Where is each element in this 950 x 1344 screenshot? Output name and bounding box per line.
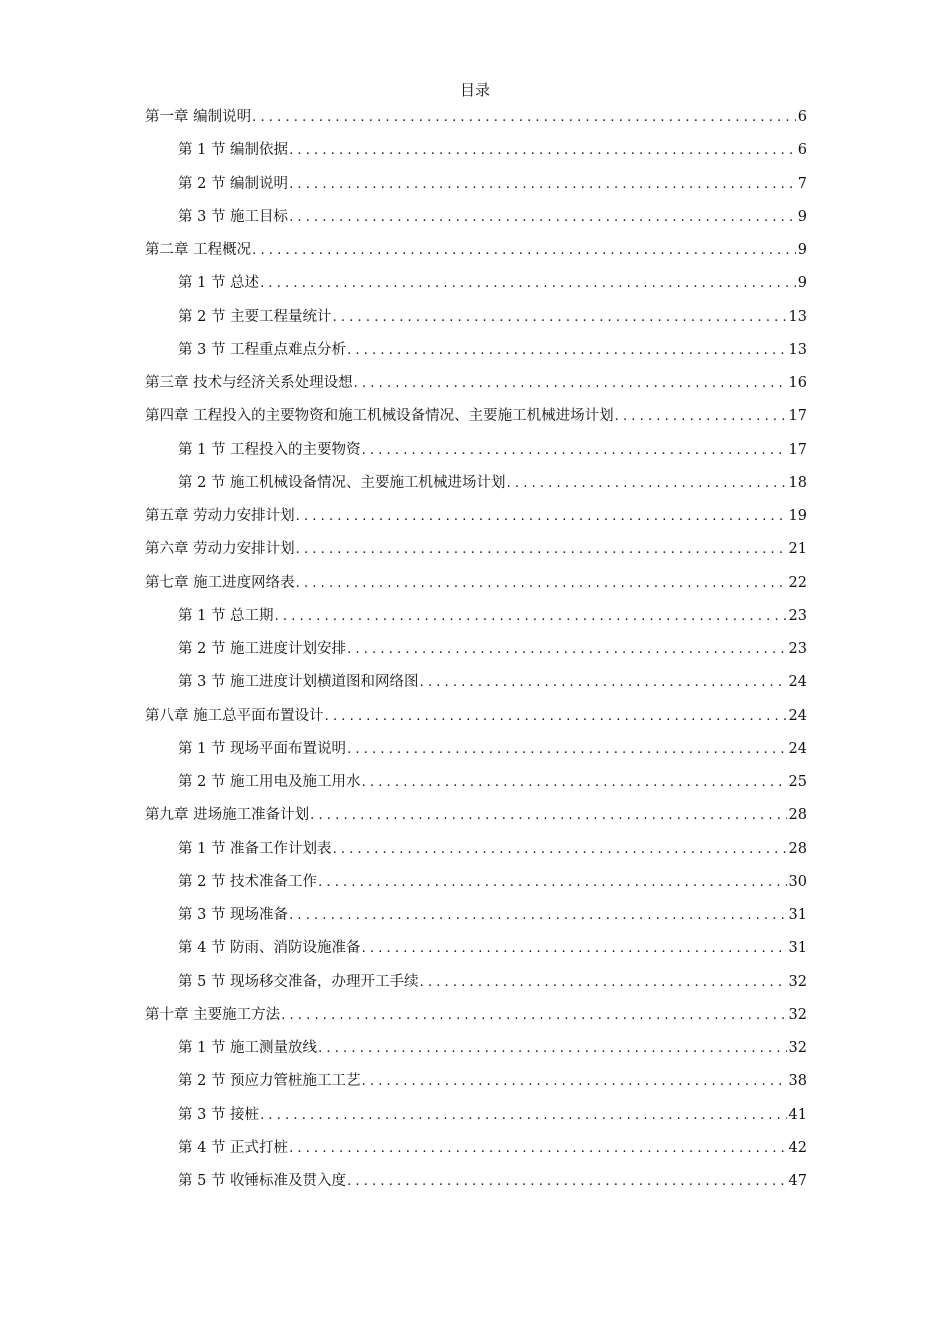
toc-page-number: 30	[788, 873, 807, 890]
toc-section-entry[interactable]	[145, 905, 807, 938]
toc-section-entry[interactable]	[145, 672, 807, 705]
toc-dot-leader	[506, 474, 787, 494]
toc-entry-title: 第 3 节 工程重点难点分析	[178, 341, 347, 358]
toc-dot-leader	[346, 740, 786, 760]
toc-page-number: 28	[788, 840, 807, 857]
toc-section-entry[interactable]	[145, 140, 807, 173]
toc-entry-title: 第六章 劳动力安排计划	[145, 541, 295, 558]
toc-section-entry[interactable]	[145, 1038, 807, 1071]
toc-entry-title: 第 3 节 现场准备	[178, 907, 289, 923]
toc-page-number: 19	[788, 508, 807, 524]
toc-entry-title: 第 2 节 预应力管桩施工工艺	[178, 1073, 361, 1090]
toc-entry-title: 第十章 主要施工方法	[145, 1006, 281, 1023]
toc-section-entry[interactable]	[145, 839, 807, 872]
toc-page-number: 47	[788, 1173, 807, 1189]
toc-entry-title: 第 2 节 编制说明	[178, 175, 289, 192]
toc-page-number: 23	[788, 641, 807, 657]
toc-dot-leader	[251, 241, 796, 261]
toc-entry-title: 第 3 节 施工进度计划横道图和网络图	[178, 674, 419, 691]
toc-entry-title: 第七章 施工进度网络表	[145, 574, 295, 591]
toc-chapter-entry[interactable]	[145, 373, 807, 406]
toc-entry-title: 第一章 编制说明	[145, 109, 252, 125]
toc-page-number: 38	[788, 1073, 807, 1090]
toc-entry-title: 第五章 劳动力安排计划	[145, 508, 295, 524]
toc-dot-leader	[361, 441, 787, 461]
toc-dot-leader	[295, 507, 787, 527]
toc-dot-leader	[274, 607, 787, 627]
toc-chapter-entry[interactable]	[145, 539, 807, 572]
toc-page-number: 24	[788, 707, 807, 724]
toc-dot-leader	[361, 1072, 787, 1092]
toc-page-number: 25	[788, 774, 807, 790]
toc-page-number: 9	[797, 275, 807, 292]
toc-dot-leader	[317, 1039, 786, 1059]
toc-chapter-entry[interactable]	[145, 406, 807, 439]
toc-title: 目录	[459, 81, 490, 99]
toc-section-entry[interactable]	[145, 772, 807, 805]
toc-chapter-entry[interactable]	[145, 1005, 807, 1038]
toc-chapter-entry[interactable]	[145, 573, 807, 606]
toc-dot-leader	[251, 108, 796, 128]
toc-page-number: 9	[797, 208, 807, 225]
toc-page-number: 31	[788, 940, 807, 957]
toc-entry-title: 第 3 节 接桩	[178, 1106, 260, 1123]
toc-page-number: 7	[797, 175, 807, 192]
toc-entry-title: 第 2 节 施工用电及施工用水	[178, 774, 361, 790]
toc-section-entry[interactable]	[145, 938, 807, 971]
toc-chapter-entry[interactable]	[145, 706, 807, 739]
toc-list	[145, 107, 807, 1204]
toc-dot-leader	[309, 806, 786, 826]
toc-entry-title: 第 5 节 现场移交准备，办理开工手续	[178, 973, 419, 990]
toc-dot-leader	[288, 175, 796, 195]
toc-chapter-entry[interactable]	[145, 240, 807, 273]
toc-dot-leader	[346, 1172, 786, 1192]
toc-page-number: 18	[788, 474, 807, 491]
toc-entry-title: 第 4 节 防雨、消防设施准备	[178, 940, 361, 957]
toc-entry-title: 第 2 节 主要工程量统计	[178, 308, 332, 325]
toc-dot-leader	[288, 906, 786, 926]
toc-entry-title: 第 1 节 总述	[178, 275, 260, 292]
toc-entry-title: 第 1 节 编制依据	[178, 142, 289, 159]
toc-page-number: 9	[797, 242, 807, 258]
toc-page-number: 6	[797, 109, 807, 125]
toc-section-entry[interactable]	[145, 972, 807, 1005]
toc-section-entry[interactable]	[145, 273, 807, 306]
toc-section-entry[interactable]	[145, 872, 807, 905]
toc-dot-leader	[317, 873, 786, 893]
toc-dot-leader	[353, 374, 787, 394]
toc-section-entry[interactable]	[145, 207, 807, 240]
toc-page-number: 28	[788, 807, 807, 824]
toc-entry-title: 第二章 工程概况	[145, 242, 252, 258]
toc-entry-title: 第 4 节 正式打桩	[178, 1139, 289, 1156]
toc-section-entry[interactable]	[145, 307, 807, 340]
toc-page-number: 21	[788, 541, 807, 558]
toc-dot-leader	[280, 1006, 786, 1026]
toc-dot-leader	[295, 574, 787, 594]
toc-dot-leader	[346, 640, 786, 660]
toc-page-number: 41	[788, 1106, 807, 1123]
toc-dot-leader	[361, 939, 787, 959]
toc-entry-title: 第 1 节 工程投入的主要物资	[178, 441, 361, 458]
toc-section-entry[interactable]	[145, 1071, 807, 1104]
toc-page-number: 24	[788, 674, 807, 691]
toc-page-number: 24	[788, 740, 807, 757]
toc-page-number: 13	[788, 341, 807, 358]
toc-entry-title: 第九章 进场施工准备计划	[145, 807, 310, 824]
toc-dot-leader	[259, 1106, 786, 1126]
toc-entry-title: 第四章 工程投入的主要物资和施工机械设备情况、主要施工机械进场计划	[145, 408, 614, 425]
toc-page-number: 16	[788, 375, 807, 391]
toc-section-entry[interactable]	[145, 440, 807, 473]
toc-section-entry[interactable]	[145, 1138, 807, 1171]
toc-page-number: 42	[788, 1139, 807, 1156]
toc-chapter-entry[interactable]	[145, 107, 807, 140]
toc-dot-leader	[361, 773, 787, 793]
toc-dot-leader	[288, 208, 796, 228]
toc-dot-leader	[259, 274, 796, 294]
toc-section-entry[interactable]	[145, 1105, 807, 1138]
toc-page-number: 32	[788, 973, 807, 990]
toc-page-number: 32	[788, 1006, 807, 1023]
toc-entry-title: 第 3 节 施工目标	[178, 208, 289, 225]
toc-entry-title: 第 2 节 技术准备工作	[178, 873, 318, 890]
toc-entry-title: 第 1 节 总工期	[178, 607, 274, 624]
toc-section-entry[interactable]	[145, 473, 807, 506]
toc-page-number: 17	[788, 408, 807, 425]
toc-dot-leader	[419, 673, 787, 693]
toc-entry-title: 第 1 节 现场平面布置说明	[178, 740, 347, 757]
toc-dot-leader	[614, 407, 787, 427]
toc-entry-title: 第 1 节 施工测量放线	[178, 1040, 318, 1056]
toc-entry-title: 第三章 技术与经济关系处理设想	[145, 375, 353, 391]
toc-page-number: 22	[788, 574, 807, 591]
toc-page-number: 17	[788, 441, 807, 458]
toc-dot-leader	[324, 707, 787, 727]
toc-dot-leader	[332, 840, 787, 860]
toc-entry-title: 第 5 节 收锤标准及贯入度	[178, 1173, 347, 1189]
toc-dot-leader	[346, 341, 786, 361]
toc-page-number: 6	[797, 142, 807, 159]
toc-page-number: 13	[788, 308, 807, 325]
toc-chapter-entry[interactable]	[145, 805, 807, 838]
toc-section-entry[interactable]	[145, 340, 807, 373]
toc-section-entry[interactable]	[145, 174, 807, 207]
toc-page-number: 31	[788, 907, 807, 923]
toc-section-entry[interactable]	[145, 639, 807, 672]
toc-entry-title: 第 2 节 施工机械设备情况、主要施工机械进场计划	[178, 474, 506, 491]
toc-dot-leader	[332, 308, 787, 328]
toc-chapter-entry[interactable]	[145, 506, 807, 539]
toc-section-entry[interactable]	[145, 739, 807, 772]
toc-section-entry[interactable]	[145, 606, 807, 639]
toc-dot-leader	[295, 540, 787, 560]
toc-section-entry[interactable]	[145, 1171, 807, 1204]
toc-page-number: 23	[788, 607, 807, 624]
toc-dot-leader	[419, 973, 787, 993]
toc-page-number: 32	[788, 1040, 807, 1056]
toc-dot-leader	[288, 1139, 786, 1159]
toc-dot-leader	[288, 141, 796, 161]
toc-entry-title: 第八章 施工总平面布置设计	[145, 707, 324, 724]
toc-entry-title: 第 1 节 准备工作计划表	[178, 840, 332, 857]
toc-entry-title: 第 2 节 施工进度计划安排	[178, 641, 347, 657]
